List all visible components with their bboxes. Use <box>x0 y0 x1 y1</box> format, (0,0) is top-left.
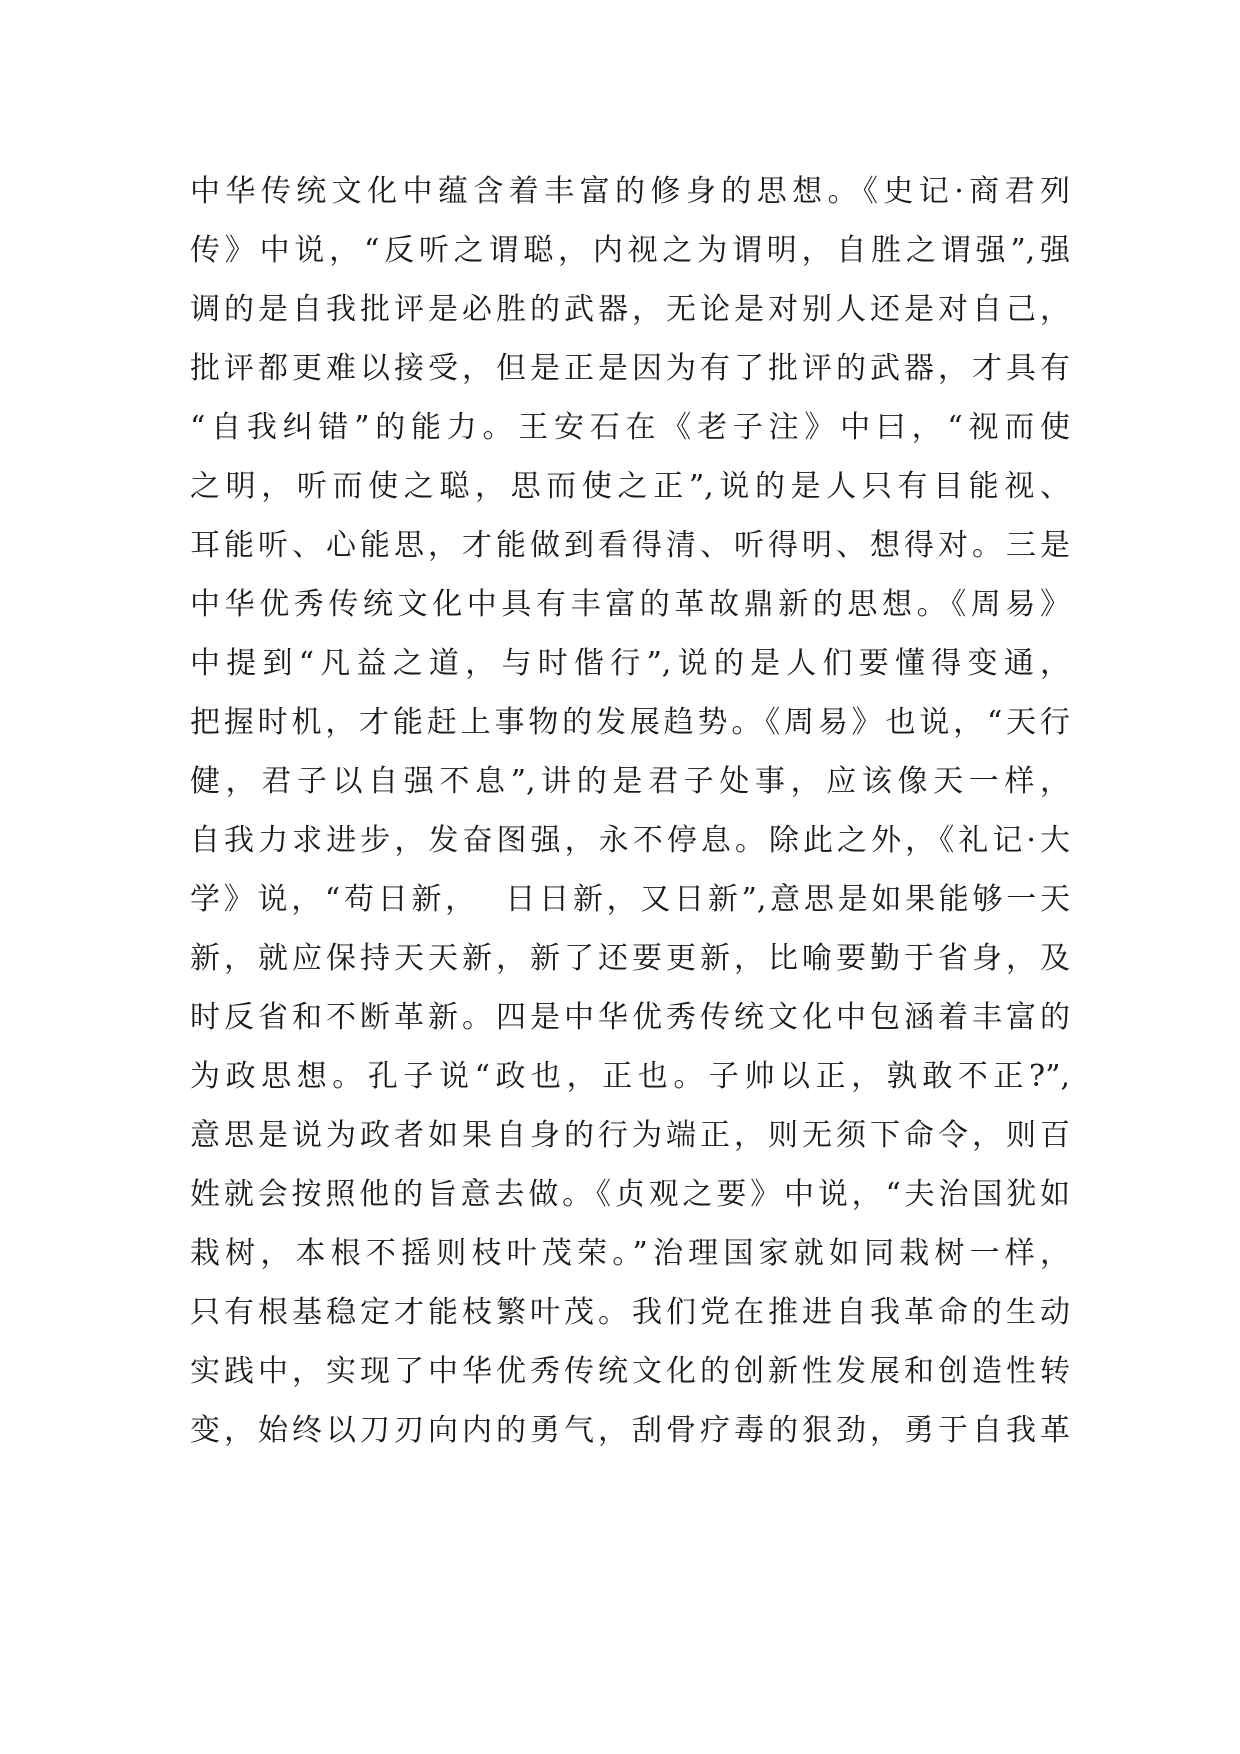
text-line: 姓就会按照他的旨意去做。《贞观之要》中说，“夫治国犹如 <box>190 1177 1070 1212</box>
text-line: 栽树，本根不摇则枝叶茂荣。”治理国家就如同栽树一样， <box>190 1236 1070 1271</box>
text-line: 传》中说，“反听之谓聪，内视之为谓明，自胜之谓强”,强 <box>190 233 1070 268</box>
text-line: 调的是自我批评是必胜的武器，无论是对别人还是对自己， <box>190 292 1070 327</box>
text-line: 实践中，实现了中华优秀传统文化的创新性发展和创造性转 <box>190 1354 1070 1389</box>
text-line: 批评都更难以接受，但是正是因为有了批评的武器，才具有 <box>190 351 1070 386</box>
text-line: 之明，听而使之聪，思而使之正”,说的是人只有目能视、 <box>190 469 1070 504</box>
text-line: 中华传统文化中蕴含着丰富的修身的思想。《史记·商君列 <box>190 174 1070 209</box>
text-line: 自我力求进步，发奋图强，永不停息。除此之外，《礼记·大 <box>190 823 1070 858</box>
text-line: 变，始终以刀刃向内的勇气，刮骨疗毒的狠劲，勇于自我革 <box>190 1413 1070 1448</box>
text-line: 意思是说为政者如果自身的行为端正，则无须下命令，则百 <box>190 1118 1070 1153</box>
text-line: 耳能听、心能思，才能做到看得清、听得明、想得对。三是 <box>190 528 1070 563</box>
text-line: 中提到“凡益之道，与时偕行”,说的是人们要懂得变通， <box>190 646 1070 681</box>
text-line: 学》说，“苟日新， 日日新，又日新”,意思是如果能够一天 <box>190 882 1070 917</box>
text-line: 中华优秀传统文化中具有丰富的革故鼎新的思想。《周易》 <box>190 587 1070 622</box>
text-line: 新，就应保持天天新，新了还要更新，比喻要勤于省身，及 <box>190 941 1070 976</box>
text-line: 健，君子以自强不息”,讲的是君子处事，应该像天一样， <box>190 764 1070 799</box>
text-line: 把握时机，才能赶上事物的发展趋势。《周易》也说，“天行 <box>190 705 1070 740</box>
text-line: “自我纠错”的能力。王安石在《老子注》中曰，“视而使 <box>190 410 1070 445</box>
text-line: 只有根基稳定才能枝繁叶茂。我们党在推进自我革命的生动 <box>190 1295 1070 1330</box>
body-text <box>190 162 1070 1460</box>
text-line: 时反省和不断革新。四是中华优秀传统文化中包涵着丰富的 <box>190 1000 1070 1035</box>
text-line: 为政思想。孔子说“政也，正也。子帅以正，孰敢不正?”, <box>190 1059 1070 1094</box>
